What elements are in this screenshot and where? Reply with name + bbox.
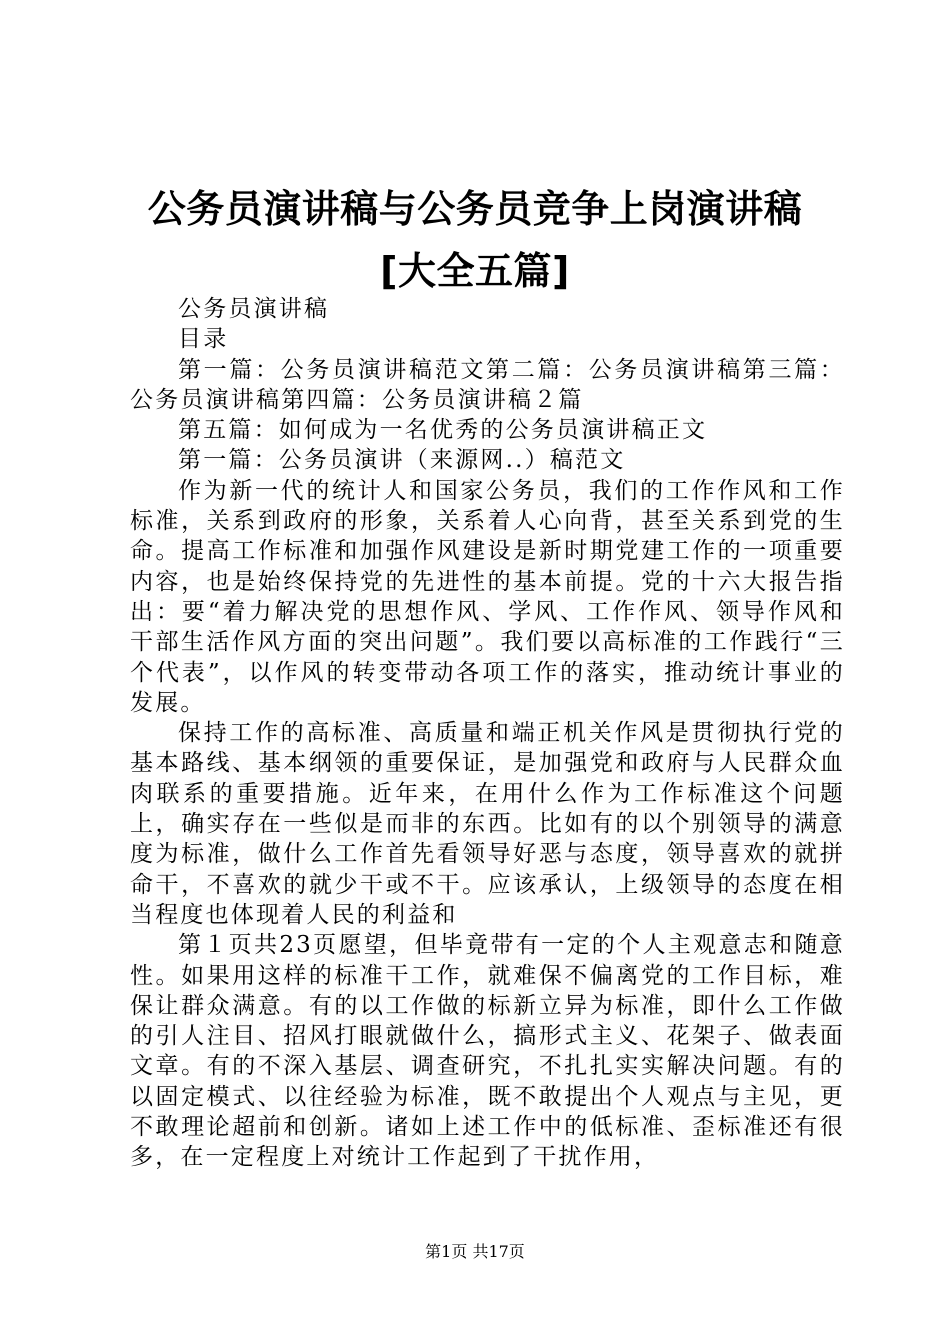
paragraph-heading: 公务员演讲稿 bbox=[178, 296, 330, 322]
paragraph-body: 第１页共23页愿望，但毕竟带有一定的个人主观意志和随意性。如果用这样的标准干工作，就难保不偏离党的工作目标，难保让群众满意。有的以工作做的标新立异为标准，即什么工作做的引人注目、招风打眼就做什么，搞形式主义、花架子、做表面文章。有的不深入基层、调查研究，不扎扎实实解决问题。有的以固定模式、以往经验为标准，既不敢提出个人观点与主见，更不敢理论超前和创新。诸如上述工作中的低标准、歪标准还有很多，在一定程度上对统计工作起到了干扰作用， bbox=[130, 932, 845, 1171]
paragraph-body: 作为新一代的统计人和国家公务员，我们的工作作风和工作标准，关系到政府的形象，关系着人心向背，甚至关系到党的生命。提高工作标准和加强作风建设是新时期党建工作的一项重要内容，也是始终保持党的先进性的基本前提。党的十六大报告指出：要“着力解决党的思想作风、学风、工作作风、领导作风和干部生活作风方面的突出问题”。我们要以高标准的工作践行“三个代表”，以作风的转变带动各项工作的落实，推动统计事业的发展。 bbox=[130, 477, 845, 716]
document-body bbox=[130, 294, 845, 1173]
paragraph-toc-label: 目录 bbox=[178, 326, 229, 353]
document-title: 公务员演讲稿与公务员竞争上岗演讲稿[大全五篇] bbox=[147, 187, 803, 293]
paragraph-toc-entries: 第一篇：公务员演讲稿范文第二篇：公务员演讲稿第三篇：公务员演讲稿第四篇：公务员演讲稿２篇 bbox=[130, 356, 845, 413]
paragraph-body: 保持工作的高标准、高质量和端正机关作风是贯彻执行党的基本路线、基本纲领的重要保证，是加强党和政府与人民群众血肉联系的重要措施。近年来，在用什么作为工作标准这个问题上，确实存在一些似是而非的东西。比如有的以个别领导的满意度为标准，做什么工作首先看领导好恶与态度，领导喜欢的就拼命干，不喜欢的就少干或不干。应该承认，上级领导的态度在相当程度也体现着人民的利益和 bbox=[130, 720, 845, 928]
paragraph-toc-entry-five: 第五篇：如何成为一名优秀的公务员演讲稿正文 bbox=[178, 417, 708, 444]
page-footer: 第1页 共17页 bbox=[425, 1242, 525, 1261]
paragraph-section-heading: 第一篇：公务员演讲（来源网..）稿范文 bbox=[178, 447, 626, 474]
